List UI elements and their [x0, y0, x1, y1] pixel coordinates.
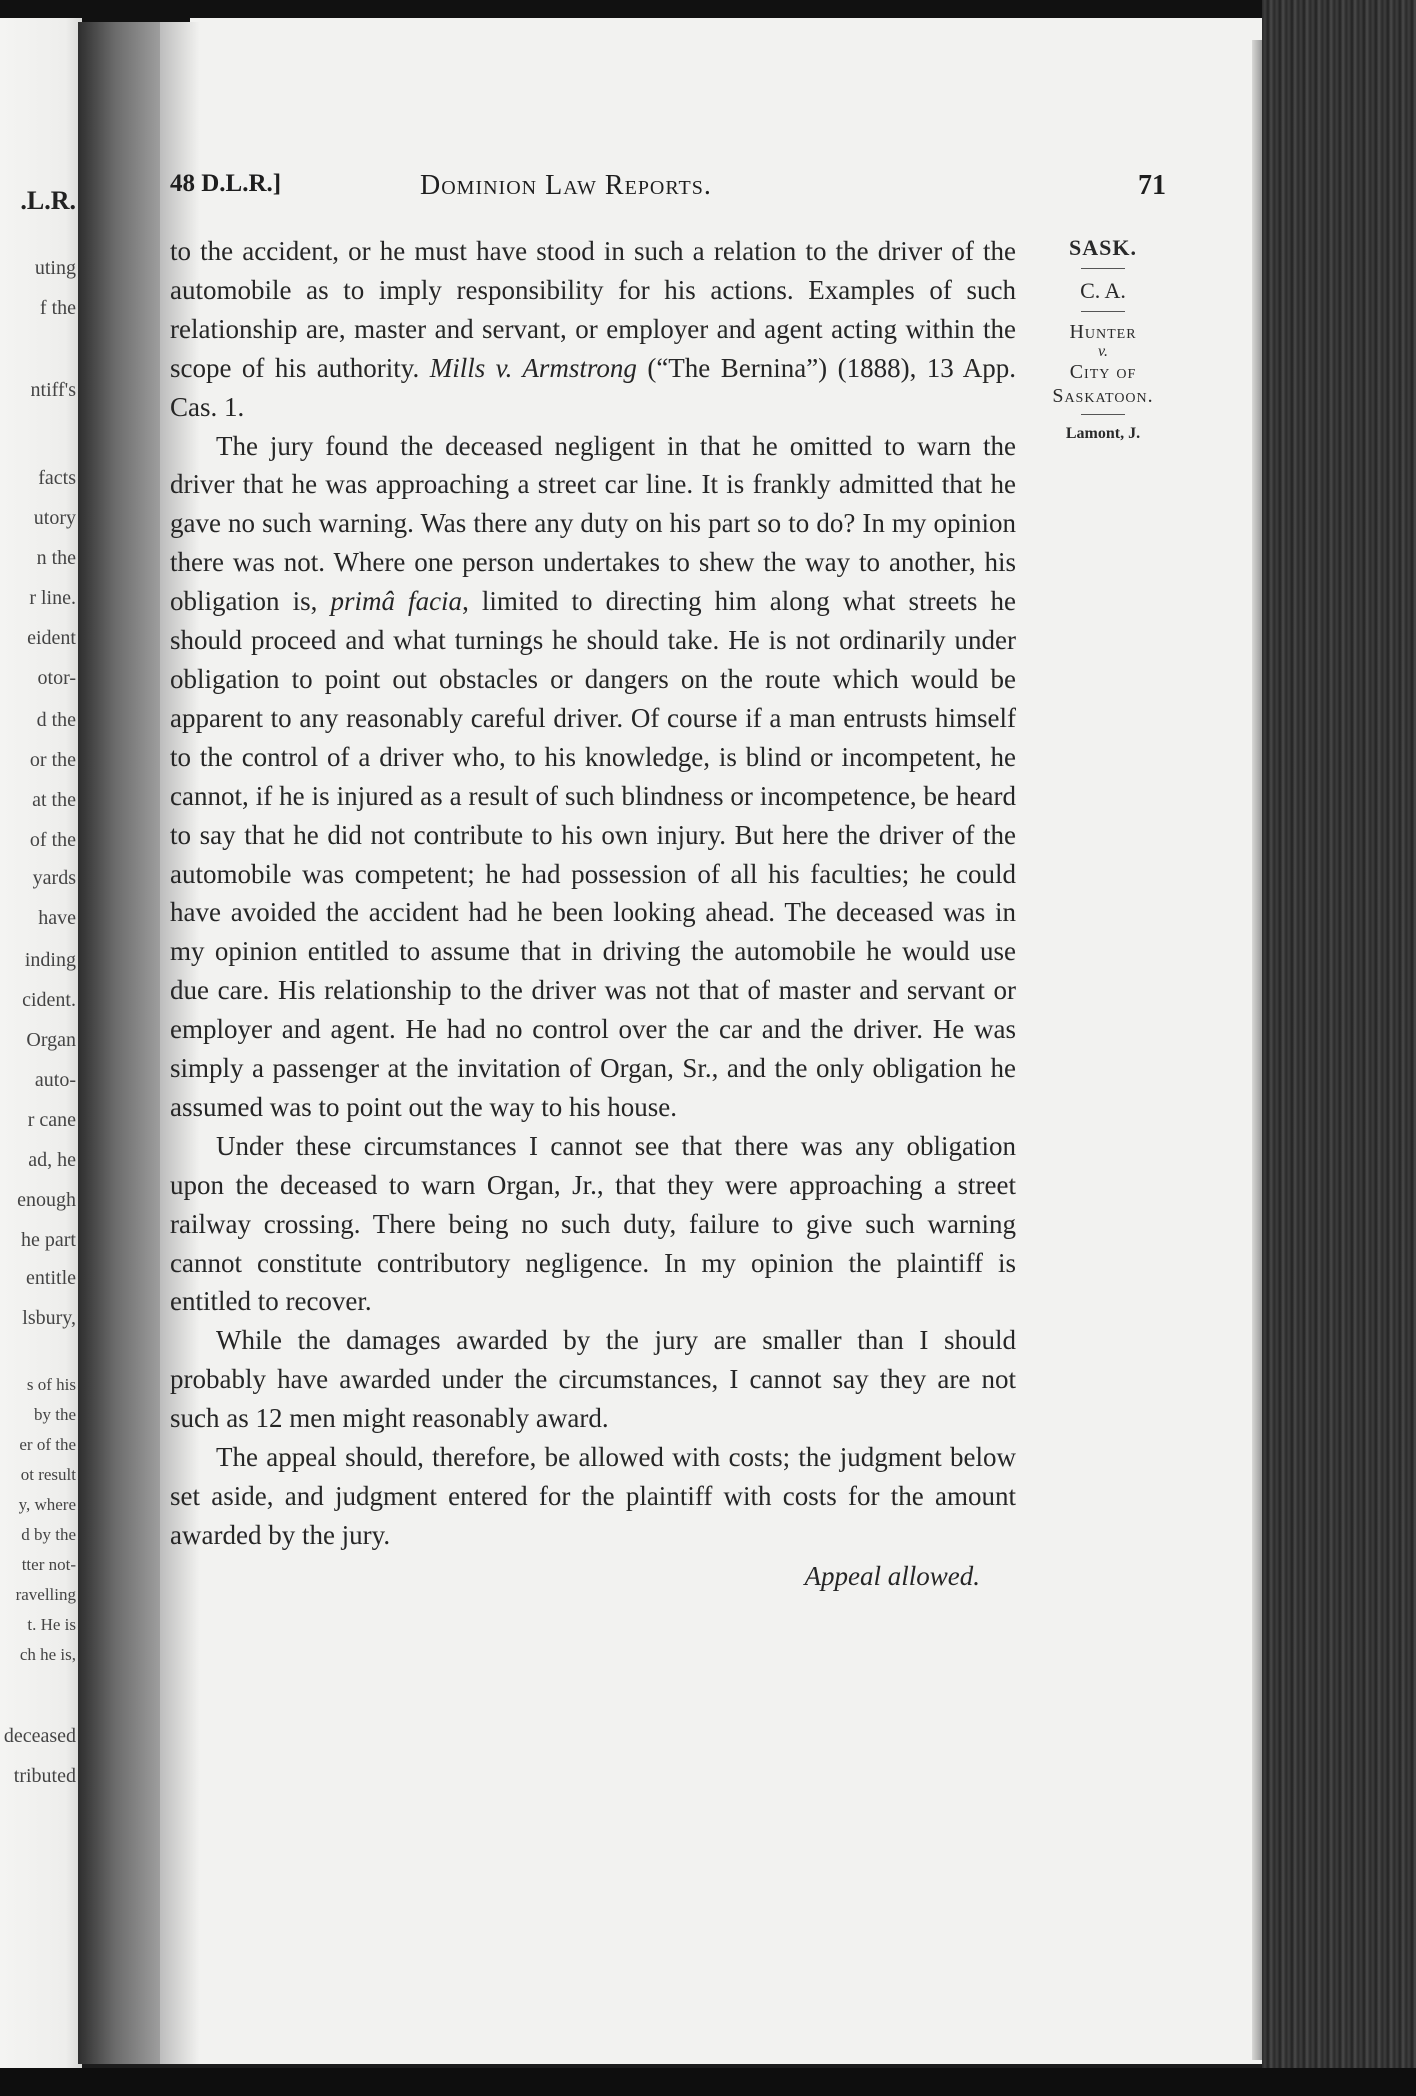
left-page-text-fragment: entitle: [26, 1267, 76, 1289]
sidenote-rule: [1081, 414, 1125, 415]
left-page-text-fragment: auto-: [34, 1069, 76, 1091]
paragraph-4: While the damages awarded by the jury are smaller than I should probably have awarded under the circumstances, I cannot say they are not such as 12 men might reasonably award.: [170, 1325, 1016, 1434]
left-page-text-fragment: er of the: [19, 1435, 76, 1454]
closing-disposition: Appeal allowed.: [804, 1560, 980, 1591]
latin-phrase: primâ facia: [330, 586, 463, 617]
paragraph-3: Under these circumstances I cannot see that there was any obligation upon the deceased to warn Organ, Jr., that they were approaching a street railway crossing. There being no such duty, failure to give such warning cannot constitute contributory negligence. In my opinion the plaintiff is entitled to recover.: [170, 1130, 1016, 1317]
margin-sidenote: [1030, 234, 1176, 445]
sidenote-rule: [1081, 311, 1125, 312]
left-page-text-fragment: d by the: [21, 1525, 76, 1544]
left-page-text-fragment: ntiff's: [30, 379, 76, 401]
sidenote-versus: v.: [1098, 343, 1108, 360]
left-page-text-fragment: ch he is,: [19, 1645, 76, 1664]
left-page-text-fragment: by the: [33, 1405, 76, 1424]
paragraph-2: [170, 427, 1016, 1127]
left-page-text-fragment: r line.: [29, 587, 76, 609]
left-page-text-fragment: y, where: [18, 1495, 76, 1514]
sidenote-judge: Lamont, J.: [1065, 425, 1141, 442]
left-page-text-fragment: at the: [32, 789, 76, 811]
left-page-text-fragment: ravelling: [15, 1585, 76, 1604]
case-citation-name: Mills v. Armstrong: [429, 352, 637, 383]
left-page-text-fragment: tributed: [13, 1765, 76, 1787]
left-page-text-fragment: tter not-: [21, 1555, 76, 1574]
left-page-text-fragment: Organ: [26, 1029, 76, 1051]
paragraph-2-tail: , limited to directing him along what streets he should proceed and what turnings he should take. He is not ordinarily under obligation to point out obstacles or dangers on the route which would be apparent to any reasonably careful driver. Of course if a man entrusts himself to the control of a driver who, to his knowledge, is blind or incompetent, he cannot, if he is injured as a result of such blindness or incompetence, be heard to say that he did not contribute to his own injury. But here the driver of the automobile was competent; he had possession of all his faculties; he could have avoided the accident had he been looking ahead. The deceased was in my opinion entitled to assume that in driving the automobile he would use due care. His relationship to the driver was not that of master and servant or employer and agent. He had no control over the car and the driver. He was simply a passenger at the invitation of Organ, Sr., and the only obligation he assumed was to point out the way to his house.: [170, 586, 1017, 1122]
left-page-text-fragment: eident: [27, 627, 76, 649]
paragraph-2-head: The jury found the deceased negligent in that he omitted to warn the driver that he was approaching a street car line. It is frankly admitted that he gave no such warning. Was there any duty on his part so to do? In my opinion there was not. Where one person undertakes to shew the way to another, his obligation is,: [170, 430, 1016, 617]
left-page-text-fragment: yards: [32, 867, 76, 889]
sidenote-rule: [1081, 268, 1125, 269]
left-page-text-fragment: f the: [39, 297, 76, 319]
left-page-text-fragment: otor-: [37, 667, 76, 689]
left-page-text-fragment: he part: [21, 1229, 76, 1251]
left-page-text-fragment: cident.: [22, 989, 76, 1011]
paragraph-1-text: to the accident, or he must have stood in such a relation to the driver of the automobile as to imply responsibility for his actions. Examples of such relationship are, master and servant, or employer and agent acting within the scope of his authority.: [170, 236, 1016, 383]
left-page-text-fragment: ot result: [20, 1465, 76, 1484]
left-page-text-fragment: s of his: [26, 1375, 76, 1394]
left-page-text-fragment: utory: [33, 507, 76, 529]
left-page-running-head: .L.R.: [20, 186, 76, 215]
left-page-text-fragment: r cane: [27, 1109, 76, 1131]
paragraph-1-tail: (“The Bernina”) (1888), 13 App. Cas. 1.: [170, 352, 1017, 422]
left-page-text-fragment: deceased: [3, 1725, 76, 1747]
left-page-text-fragment: t. He is: [27, 1615, 76, 1634]
paragraph-5: The appeal should, therefore, be allowed with costs; the judgment below set aside, and judgment entered for the plaintiff with costs for the amount awarded by the jury.: [170, 1442, 1016, 1550]
left-page-text-fragment: lsbury,: [22, 1307, 76, 1329]
left-page-edge: [0, 18, 82, 2068]
sidenote-province: SASK.: [1069, 235, 1137, 260]
scan-bottom-border: [0, 2068, 1416, 2096]
page-number: 71: [1138, 170, 1166, 201]
paragraph-1: [170, 232, 1016, 427]
left-page-text-fragment: inding: [24, 949, 76, 971]
left-page-text-fragment: d the: [36, 709, 76, 731]
left-page-text-fragment: n the: [36, 547, 76, 569]
sidenote-party-one: Hunter: [1069, 321, 1137, 343]
left-page-text-fragment: facts: [38, 467, 76, 489]
left-page-text-fragment: enough: [17, 1189, 76, 1211]
running-head-title: Dominion Law Reports.: [420, 170, 712, 201]
left-page-text-fragment: ad, he: [28, 1149, 76, 1171]
book-page-edges: [1262, 0, 1416, 2096]
left-page-text-fragment: or the: [29, 749, 76, 771]
sidenote-party-two-line1: City of: [1069, 361, 1137, 383]
left-page-text-fragment: uting: [34, 257, 76, 279]
sidenote-court: C. A.: [1080, 278, 1126, 303]
left-page-text-fragment: have: [38, 907, 76, 929]
sidenote-party-two-line2: Saskatoon.: [1052, 385, 1154, 407]
running-head-volume: 48 D.L.R.]: [170, 170, 282, 197]
left-page-text-fragment: of the: [29, 829, 76, 851]
book-gutter-shadow: [78, 22, 170, 2064]
main-text-column: [170, 232, 1016, 1596]
